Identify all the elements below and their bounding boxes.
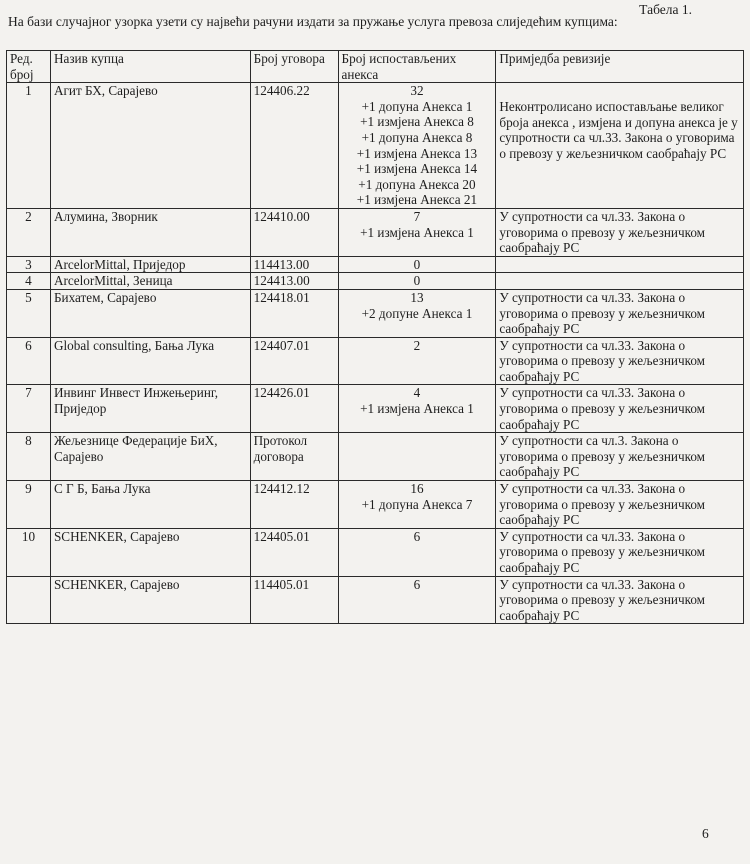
page-number: 6 bbox=[702, 826, 709, 841]
annex-detail: +1 измјена Анекса 14 bbox=[356, 161, 478, 177]
annex-detail: +1 измјена Анекса 1 bbox=[360, 401, 474, 417]
table-row bbox=[7, 273, 744, 290]
table-row bbox=[7, 481, 744, 529]
audit-note-cell: У супротности са чл.33. Закона о уговорима о превозу у жељезничком саобраћају РС bbox=[496, 208, 744, 256]
audit-note-cell: У супротности са чл.33. Закона о уговорима о превозу у жељезничком саобраћају РС bbox=[496, 289, 744, 337]
annex-detail: +1 допуна Анекса 8 bbox=[361, 129, 473, 145]
contract-number-cell: 114413.00 bbox=[250, 256, 338, 273]
audit-note-cell bbox=[496, 273, 744, 290]
table-row bbox=[7, 256, 744, 273]
annex-count: 6 bbox=[413, 576, 421, 592]
table-row bbox=[7, 528, 744, 576]
annex-cell bbox=[338, 208, 496, 256]
customer-name-cell: Global consulting, Бања Лука bbox=[50, 337, 250, 385]
table-row bbox=[7, 385, 744, 433]
contract-number-cell: 124405.01 bbox=[250, 528, 338, 576]
intro-paragraph: На бази случајног узорка узети су највећи рачуни издати за пружање услуга превоза слиједећим купцима: bbox=[8, 14, 618, 29]
annex-cell bbox=[338, 576, 496, 624]
annex-detail: +1 допуна Анекса 20 bbox=[358, 176, 476, 192]
table-header bbox=[7, 51, 744, 83]
annex-detail: +1 допуна Анекса 7 bbox=[361, 496, 473, 512]
customer-name-cell: Агит БХ, Сарајево bbox=[50, 83, 250, 209]
contract-number-cell: 124412.12 bbox=[250, 481, 338, 529]
audit-note-cell bbox=[496, 256, 744, 273]
contract-number-cell: Протокол договора bbox=[250, 433, 338, 481]
audit-note-cell: У супротности са чл.33. Закона о уговорима о превозу у жељезничком саобраћају РС bbox=[496, 481, 744, 529]
customer-name-cell: Жељезнице Федерације БиХ, Сарајево bbox=[50, 433, 250, 481]
invoice-table bbox=[6, 50, 744, 624]
row-number-cell: 5 bbox=[7, 289, 51, 337]
row-number-cell: 2 bbox=[7, 208, 51, 256]
contract-number-cell: 124407.01 bbox=[250, 337, 338, 385]
annex-cell bbox=[338, 289, 496, 337]
annex-count: 7 bbox=[413, 208, 421, 224]
row-number-cell: 9 bbox=[7, 481, 51, 529]
table-row bbox=[7, 337, 744, 385]
customer-name-cell: С Г Б, Бања Лука bbox=[50, 481, 250, 529]
header-note: Примједба ревизије bbox=[496, 51, 744, 83]
row-number-cell bbox=[7, 576, 51, 624]
annex-cell bbox=[338, 256, 496, 273]
annex-count: 2 bbox=[413, 337, 421, 353]
header-num: Ред. број bbox=[7, 51, 51, 83]
annex-cell bbox=[338, 337, 496, 385]
table-row bbox=[7, 83, 744, 209]
annex-detail: +2 допуне Анекса 1 bbox=[361, 305, 473, 321]
annex-count: 0 bbox=[413, 273, 421, 289]
annex-count: 16 bbox=[410, 481, 424, 497]
audit-note-cell: Неконтролисано испостављање великог броја анекса , измјена и допуна анекса је у супротности са чл.33. Закона о уговорима о превозу у жељезничком саобраћају РС bbox=[496, 83, 744, 209]
table-caption: Табела 1. bbox=[639, 2, 692, 17]
header-row bbox=[7, 51, 744, 83]
customer-name-cell: ArcelorMittal, Приједор bbox=[50, 256, 250, 273]
header-annex: Број испостављених анекса bbox=[338, 51, 496, 83]
annex-count: 4 bbox=[413, 385, 421, 401]
annex-detail: +1 измјена Анекса 1 bbox=[360, 224, 474, 240]
annex-detail: +1 измјена Анекса 21 bbox=[356, 192, 478, 208]
row-number-cell: 1 bbox=[7, 83, 51, 209]
annex-count: 0 bbox=[413, 256, 421, 272]
table-body bbox=[7, 83, 744, 624]
contract-number-cell: 124426.01 bbox=[250, 385, 338, 433]
row-number-cell: 7 bbox=[7, 385, 51, 433]
contract-number-cell: 124418.01 bbox=[250, 289, 338, 337]
row-number-cell: 10 bbox=[7, 528, 51, 576]
row-number-cell: 8 bbox=[7, 433, 51, 481]
annex-count: 13 bbox=[410, 289, 424, 305]
annex-detail: +1 допуна Анекса 1 bbox=[361, 98, 473, 114]
row-number-cell: 4 bbox=[7, 273, 51, 290]
header-name: Назив купца bbox=[50, 51, 250, 83]
table-row bbox=[7, 433, 744, 481]
contract-number-cell: 124410.00 bbox=[250, 208, 338, 256]
table-row bbox=[7, 208, 744, 256]
audit-note-cell: У супротности са чл.33. Закона о уговорима о превозу у жељезничком саобраћају РС bbox=[496, 337, 744, 385]
customer-name-cell: SCHENKER, Сарајево bbox=[50, 576, 250, 624]
customer-name-cell: Инвинг Инвест Инжењеринг, Приједор bbox=[50, 385, 250, 433]
contract-number-cell: 124406.22 bbox=[250, 83, 338, 209]
annex-detail: +1 измјена Анекса 8 bbox=[360, 114, 474, 130]
contract-number-cell: 124413.00 bbox=[250, 273, 338, 290]
annex-count: 32 bbox=[410, 83, 424, 99]
annex-cell bbox=[338, 273, 496, 290]
contract-number-cell: 114405.01 bbox=[250, 576, 338, 624]
annex-detail: +1 измјена Анекса 13 bbox=[356, 145, 478, 161]
table-row bbox=[7, 576, 744, 624]
annex-cell bbox=[338, 433, 496, 481]
customer-name-cell: ArcelorMittal, Зеница bbox=[50, 273, 250, 290]
row-number-cell: 3 bbox=[7, 256, 51, 273]
audit-note-cell: У супротности са чл.33. Закона о уговорима о превозу у жељезничком саобраћају РС bbox=[496, 385, 744, 433]
audit-note-cell: У супротности са чл.33. Закона о уговорима о превозу у жељезничком саобраћају РС bbox=[496, 576, 744, 624]
header-contract: Број уговора bbox=[250, 51, 338, 83]
annex-cell bbox=[338, 528, 496, 576]
customer-name-cell: SCHENKER, Сарајево bbox=[50, 528, 250, 576]
customer-name-cell: Бихатем, Сарајево bbox=[50, 289, 250, 337]
annex-cell bbox=[338, 83, 496, 209]
annex-cell bbox=[338, 385, 496, 433]
table-row bbox=[7, 289, 744, 337]
annex-count: 6 bbox=[413, 528, 421, 544]
annex-cell bbox=[338, 481, 496, 529]
audit-note-cell: У супротности са чл.3. Закона о уговорима о превозу у жељезничком саобраћају РС bbox=[496, 433, 744, 481]
audit-note-cell: У супротности са чл.33. Закона о уговорима о превозу у жељезничком саобраћају РС bbox=[496, 528, 744, 576]
customer-name-cell: Алумина, Зворник bbox=[50, 208, 250, 256]
row-number-cell: 6 bbox=[7, 337, 51, 385]
